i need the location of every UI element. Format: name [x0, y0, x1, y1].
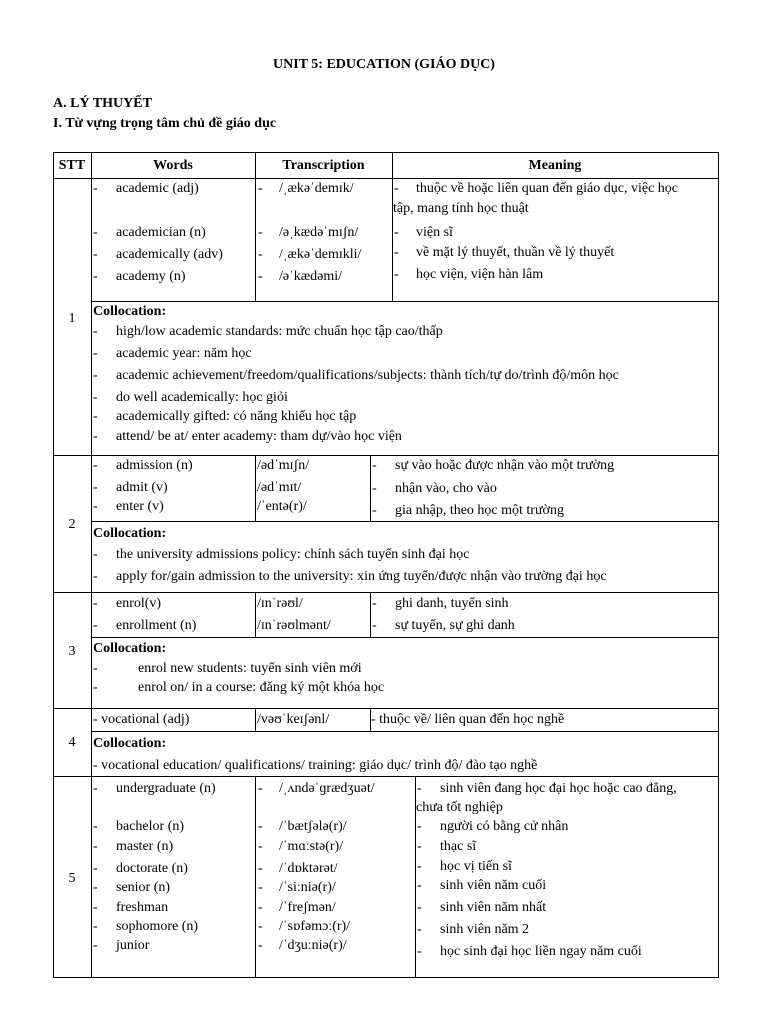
bullet-dash: - [93, 429, 98, 444]
bullet-dash: - [93, 781, 98, 796]
header-stt: STT [58, 158, 86, 173]
bullet-dash: - [258, 938, 263, 953]
word-entry: junior [116, 938, 150, 953]
meaning-entry: học vị tiến sĩ [440, 859, 512, 874]
transcription-entry: /ədˈmɪt/ [257, 480, 302, 495]
bullet-dash: - [417, 922, 422, 937]
word-entry: doctorate (n) [116, 861, 188, 876]
bullet-dash: - [417, 819, 422, 834]
transcription-entry: /ˈmɑːstə(r)/ [279, 839, 344, 854]
meaning-entry: viện sĩ [416, 225, 453, 240]
table-rule [91, 731, 719, 732]
bullet-dash: - [93, 819, 98, 834]
bullet-dash: - [93, 346, 98, 361]
table-rule [53, 178, 719, 179]
word-entry: sophomore (n) [116, 919, 199, 934]
word-entry: senior (n) [116, 880, 171, 895]
transcription-entry: /ˈfreʃmən/ [279, 900, 336, 915]
table-rule [392, 178, 393, 302]
bullet-dash: - [93, 390, 98, 405]
word-entry: academically (adv) [116, 247, 223, 262]
transcription-entry: /ɪnˈrəʊlmənt/ [257, 618, 331, 633]
bullet-dash: - [258, 819, 263, 834]
meaning-entry: sự tuyển, sự ghi danh [395, 618, 515, 633]
stt-number: 3 [68, 644, 76, 659]
bullet-dash: - [394, 181, 399, 196]
bullet-dash: - [93, 938, 98, 953]
header-words: Words [153, 158, 193, 173]
transcription-entry: /ˈbætʃələ(r)/ [279, 819, 347, 834]
meaning-entry: - thuộc về/ liên quan đến học nghề [371, 712, 565, 727]
meaning-entry: học sinh đại học liền ngay năm cuối [440, 944, 642, 959]
stt-number: 5 [68, 871, 76, 886]
bullet-dash: - [93, 499, 98, 514]
meaning-entry: nhận vào, cho vào [395, 481, 497, 496]
table-rule [255, 592, 256, 638]
bullet-dash: - [372, 503, 377, 518]
table-rule [255, 776, 256, 978]
word-entry: freshman [116, 900, 169, 915]
table-rule [91, 301, 719, 302]
meaning-entry: về mặt lý thuyết, thuần về lý thuyết [416, 245, 615, 260]
meaning-entry: thạc sĩ [440, 839, 477, 854]
word-entry: enter (v) [116, 499, 164, 514]
table-rule [53, 592, 719, 593]
transcription-entry: /ˈsiːniə(r)/ [279, 880, 336, 895]
table-rule [255, 455, 256, 522]
bullet-dash: - [93, 839, 98, 854]
table-rule [91, 152, 92, 978]
bullet-dash: - [93, 225, 98, 240]
bullet-dash: - [93, 368, 98, 383]
transcription-entry: /ˈentə(r)/ [257, 499, 307, 514]
collocation-entry: enrol new students: tuyển sinh viên mới [138, 661, 362, 676]
word-entry: master (n) [116, 839, 174, 854]
word-entry: enrollment (n) [116, 618, 197, 633]
word-entry: - vocational (adj) [93, 712, 190, 727]
bullet-dash: - [417, 878, 422, 893]
table-rule [53, 152, 719, 153]
bullet-dash: - [93, 458, 98, 473]
bullet-dash: - [258, 247, 263, 262]
word-entry: academic (adj) [116, 181, 199, 196]
collocation-label: Collocation: [93, 736, 167, 751]
collocation-label: Collocation: [93, 304, 167, 319]
transcription-entry: /ˌʌndəˈɡrædʒuət/ [279, 781, 375, 796]
bullet-dash: - [417, 900, 422, 915]
bullet-dash: - [93, 324, 98, 339]
bullet-dash: - [258, 781, 263, 796]
bullet-dash: - [93, 596, 98, 611]
bullet-dash: - [93, 900, 98, 915]
collocation-entry: academic achievement/freedom/qualifications/subjects: thành tích/tự do/trình độ/môn học [116, 368, 619, 383]
table-rule [53, 977, 719, 978]
transcription-entry: /ˈdʒuːniə(r)/ [279, 938, 347, 953]
bullet-dash: - [258, 900, 263, 915]
table-rule [53, 776, 719, 777]
word-entry: bachelor (n) [116, 819, 185, 834]
word-entry: academician (n) [116, 225, 206, 240]
word-entry: academy (n) [116, 269, 186, 284]
meaning-entry: thuộc về hoặc liên quan đến giáo dục, việc học [416, 181, 679, 196]
bullet-dash: - [93, 181, 98, 196]
header-meaning: Meaning [528, 158, 582, 173]
table-rule [255, 178, 256, 302]
bullet-dash: - [372, 596, 377, 611]
bullet-dash: - [417, 839, 422, 854]
bullet-dash: - [258, 919, 263, 934]
bullet-dash: - [417, 944, 422, 959]
transcription-entry: /ˈdɒktərət/ [279, 861, 338, 876]
collocation-label: Collocation: [93, 526, 167, 541]
bullet-dash: - [93, 247, 98, 262]
collocation-entry: academically gifted: có năng khiếu học tập [116, 409, 357, 424]
bullet-dash: - [417, 781, 422, 796]
stt-number: 2 [68, 517, 76, 532]
bullet-dash: - [93, 880, 98, 895]
bullet-dash: - [93, 409, 98, 424]
table-rule [53, 708, 719, 709]
meaning-entry: sinh viên năm 2 [440, 922, 530, 937]
bullet-dash: - [93, 661, 98, 676]
bullet-dash: - [372, 481, 377, 496]
bullet-dash: - [258, 880, 263, 895]
meaning-entry: ghi danh, tuyển sinh [395, 596, 509, 611]
collocation-label: Collocation: [93, 641, 167, 656]
meaning-entry: tập, mang tính học thuật [393, 201, 529, 216]
collocation-entry: apply for/gain admission to the university: xin ứng tuyển/được nhận vào trường đại học [116, 569, 607, 584]
bullet-dash: - [93, 680, 98, 695]
bullet-dash: - [417, 859, 422, 874]
meaning-entry: sinh viên đang học đại học hoặc cao đẳng, [440, 781, 677, 796]
table-rule [370, 592, 371, 638]
meaning-entry: người có bằng cử nhân [440, 819, 569, 834]
bullet-dash: - [372, 618, 377, 633]
table-rule [53, 455, 719, 456]
bullet-dash: - [394, 225, 399, 240]
table-rule [370, 455, 371, 522]
transcription-entry: /ɪnˈrəʊl/ [257, 596, 303, 611]
transcription-entry: /əˈkædəmi/ [279, 269, 342, 284]
collocation-entry: the university admissions policy: chính sách tuyển sinh đại học [116, 547, 470, 562]
word-entry: undergraduate (n) [116, 781, 216, 796]
bullet-dash: - [93, 569, 98, 584]
transcription-entry: /vəʊˈkeɪʃənl/ [257, 712, 330, 727]
bullet-dash: - [93, 618, 98, 633]
stt-number: 4 [68, 735, 76, 750]
bullet-dash: - [93, 547, 98, 562]
meaning-entry: sinh viên năm cuối [440, 878, 547, 893]
transcription-entry: /ˈsɒfəmɔː(r)/ [279, 919, 351, 934]
transcription-entry: /ˌækəˈdemɪk/ [279, 181, 354, 196]
table-rule [53, 152, 54, 978]
transcription-entry: /əˌkædəˈmɪʃn/ [279, 225, 359, 240]
collocation-entry: high/low academic standards: mức chuẩn học tập cao/thấp [116, 324, 443, 339]
bullet-dash: - [258, 861, 263, 876]
word-entry: enrol(v) [116, 596, 162, 611]
bullet-dash: - [372, 458, 377, 473]
bullet-dash: - [258, 269, 263, 284]
table-rule [718, 152, 719, 978]
bullet-dash: - [93, 919, 98, 934]
meaning-entry: học viện, viện hàn lâm [416, 267, 544, 282]
bullet-dash: - [394, 267, 399, 282]
stt-number: 1 [68, 311, 76, 326]
collocation-entry: academic year: năm học [116, 346, 252, 361]
meaning-entry: chưa tốt nghiệp [416, 800, 503, 815]
word-entry: admission (n) [116, 458, 193, 473]
table-rule [91, 521, 719, 522]
meaning-entry: sinh viên năm nhất [440, 900, 547, 915]
bullet-dash: - [258, 839, 263, 854]
meaning-entry: sự vào hoặc được nhận vào một trường [395, 458, 615, 473]
collocation-entry: enrol on/ in a course: đăng ký một khóa học [138, 680, 385, 695]
bullet-dash: - [258, 225, 263, 240]
header-transcription: Transcription [282, 158, 365, 173]
table-rule [91, 637, 719, 638]
transcription-entry: /ədˈmɪʃn/ [257, 458, 310, 473]
bullet-dash: - [93, 269, 98, 284]
word-entry: admit (v) [116, 480, 168, 495]
page-title: UNIT 5: EDUCATION (GIÁO DỤC) [273, 57, 495, 72]
collocation-entry: attend/ be at/ enter academy: tham dự/vào học viện [116, 429, 402, 444]
collocation-entry: do well academically: học giỏi [116, 390, 288, 405]
meaning-entry: gia nhập, theo học một trường [395, 503, 564, 518]
bullet-dash: - [394, 245, 399, 260]
table-rule [255, 708, 256, 732]
transcription-entry: /ˌækəˈdemɪkli/ [279, 247, 362, 262]
collocation-entry: - vocational education/ qualifications/ training: giáo dục/ trình độ/ đào tạo nghề [93, 758, 538, 773]
bullet-dash: - [93, 861, 98, 876]
bullet-dash: - [93, 480, 98, 495]
section-heading: A. LÝ THUYẾT [53, 96, 152, 111]
subsection-heading: I. Từ vựng trọng tâm chủ đề giáo dục [53, 116, 277, 131]
bullet-dash: - [258, 181, 263, 196]
